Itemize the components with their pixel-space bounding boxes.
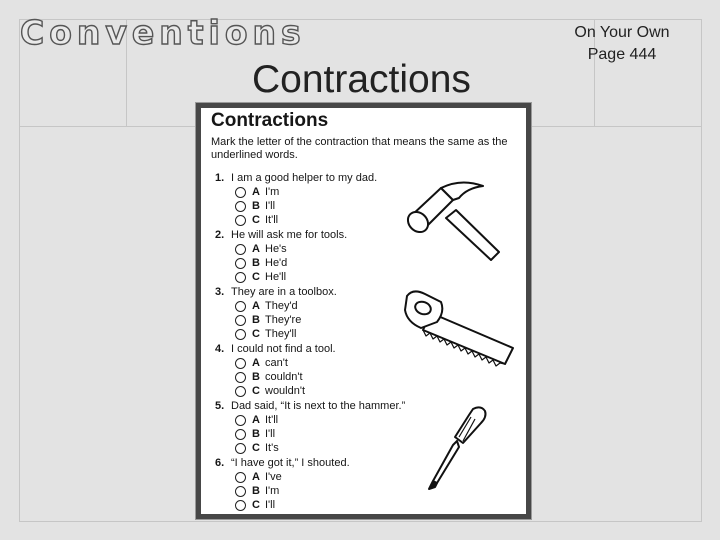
option-text: I'll	[265, 200, 276, 212]
answer-options	[235, 413, 405, 455]
question-text	[215, 457, 350, 470]
answer-option[interactable]	[235, 327, 337, 341]
answer-options	[235, 185, 377, 227]
answer-options	[235, 356, 336, 398]
question-prompt: “I have got it,” I shouted.	[231, 457, 350, 469]
question-6	[215, 457, 350, 512]
question-prompt: They are in a toolbox.	[231, 286, 337, 298]
answer-bubble[interactable]	[235, 472, 246, 483]
option-letter: C	[252, 271, 260, 283]
question-text	[215, 286, 337, 299]
answer-bubble[interactable]	[235, 315, 246, 326]
option-text: They'd	[265, 300, 298, 312]
option-text: It'll	[265, 214, 279, 226]
question-number: 3.	[215, 286, 225, 298]
question-number: 1.	[215, 172, 225, 184]
question-5	[215, 400, 405, 455]
answer-option[interactable]	[235, 270, 347, 284]
answer-option[interactable]	[235, 427, 405, 441]
question-number: 2.	[215, 229, 225, 241]
answer-option[interactable]	[235, 313, 337, 327]
option-letter: B	[252, 485, 260, 497]
answer-option[interactable]	[235, 470, 350, 484]
answer-bubble[interactable]	[235, 429, 246, 440]
question-number: 6.	[215, 457, 225, 469]
answer-bubble[interactable]	[235, 187, 246, 198]
option-letter: A	[252, 414, 260, 426]
option-text: I'm	[265, 186, 280, 198]
answer-bubble[interactable]	[235, 301, 246, 312]
answer-option[interactable]	[235, 413, 405, 427]
question-prompt: He will ask me for tools.	[231, 229, 348, 241]
option-letter: A	[252, 471, 260, 483]
answer-option[interactable]	[235, 441, 405, 455]
answer-bubble[interactable]	[235, 215, 246, 226]
question-text	[215, 229, 347, 242]
option-text: He'd	[265, 257, 288, 269]
question-prompt: I could not find a tool.	[231, 343, 336, 355]
answer-option[interactable]	[235, 484, 350, 498]
answer-bubble[interactable]	[235, 386, 246, 397]
question-prompt: Dad said, “It is next to the hammer.”	[231, 400, 406, 412]
option-letter: B	[252, 314, 260, 326]
answer-option[interactable]	[235, 370, 336, 384]
answer-option[interactable]	[235, 498, 350, 512]
answer-bubble[interactable]	[235, 486, 246, 497]
answer-option[interactable]	[235, 213, 377, 227]
option-text: They'll	[265, 328, 297, 340]
question-text	[215, 343, 336, 356]
hammer-icon	[401, 178, 511, 268]
question-number: 5.	[215, 400, 225, 412]
question-1	[215, 172, 377, 227]
answer-options	[235, 299, 337, 341]
page-reference-line: Page 444	[587, 46, 657, 63]
answer-option[interactable]	[235, 242, 347, 256]
answer-bubble[interactable]	[235, 500, 246, 511]
answer-bubble[interactable]	[235, 415, 246, 426]
option-letter: A	[252, 300, 260, 312]
answer-option[interactable]	[235, 356, 336, 370]
option-letter: B	[252, 371, 260, 383]
question-text	[215, 400, 405, 413]
option-text: It's	[265, 442, 279, 454]
option-letter: A	[252, 357, 260, 369]
question-3	[215, 286, 337, 341]
option-letter: A	[252, 186, 260, 198]
option-letter: A	[252, 243, 260, 255]
option-letter: C	[252, 214, 260, 226]
option-text: I'll	[265, 428, 276, 440]
answer-option[interactable]	[235, 384, 336, 398]
section-title: Conventions	[20, 13, 306, 52]
answer-bubble[interactable]	[235, 258, 246, 269]
option-letter: B	[252, 257, 260, 269]
option-letter: C	[252, 442, 260, 454]
answer-bubble[interactable]	[235, 244, 246, 255]
answer-bubble[interactable]	[235, 272, 246, 283]
answer-bubble[interactable]	[235, 372, 246, 383]
option-letter: C	[252, 328, 260, 340]
worksheet-instructions: Mark the letter of the contraction that means the same as the underlined words.	[211, 136, 508, 161]
option-letter: C	[252, 385, 260, 397]
option-letter: B	[252, 200, 260, 212]
answer-bubble[interactable]	[235, 358, 246, 369]
option-text: couldn't	[265, 371, 303, 383]
question-text	[215, 172, 377, 185]
option-text: I'm	[265, 485, 280, 497]
question-prompt: I am a good helper to my dad.	[231, 172, 378, 184]
page-reference	[552, 22, 692, 66]
slide-title: Contractions	[252, 58, 471, 101]
answer-bubble[interactable]	[235, 329, 246, 340]
answer-option[interactable]	[235, 256, 347, 270]
screwdriver-icon	[421, 403, 501, 493]
answer-bubble[interactable]	[235, 443, 246, 454]
answer-options	[235, 242, 347, 284]
option-text: It'll	[265, 414, 279, 426]
option-text: can't	[265, 357, 288, 369]
option-letter: C	[252, 499, 260, 511]
worksheet	[196, 103, 531, 519]
option-text: I've	[265, 471, 282, 483]
option-text: I'll	[265, 499, 276, 511]
question-2	[215, 229, 347, 284]
saw-icon	[401, 288, 521, 368]
option-text: wouldn't	[265, 385, 306, 397]
answer-option[interactable]	[235, 199, 377, 213]
option-text: He's	[265, 243, 287, 255]
answer-bubble[interactable]	[235, 201, 246, 212]
option-text: He'll	[265, 271, 287, 283]
answer-option[interactable]	[235, 185, 377, 199]
answer-options	[235, 470, 350, 512]
page-reference-line: On Your Own	[574, 24, 670, 41]
worksheet-title: Contractions	[211, 110, 329, 131]
answer-option[interactable]	[235, 299, 337, 313]
option-letter: B	[252, 428, 260, 440]
option-text: They're	[265, 314, 302, 326]
question-4	[215, 343, 336, 398]
question-number: 4.	[215, 343, 225, 355]
